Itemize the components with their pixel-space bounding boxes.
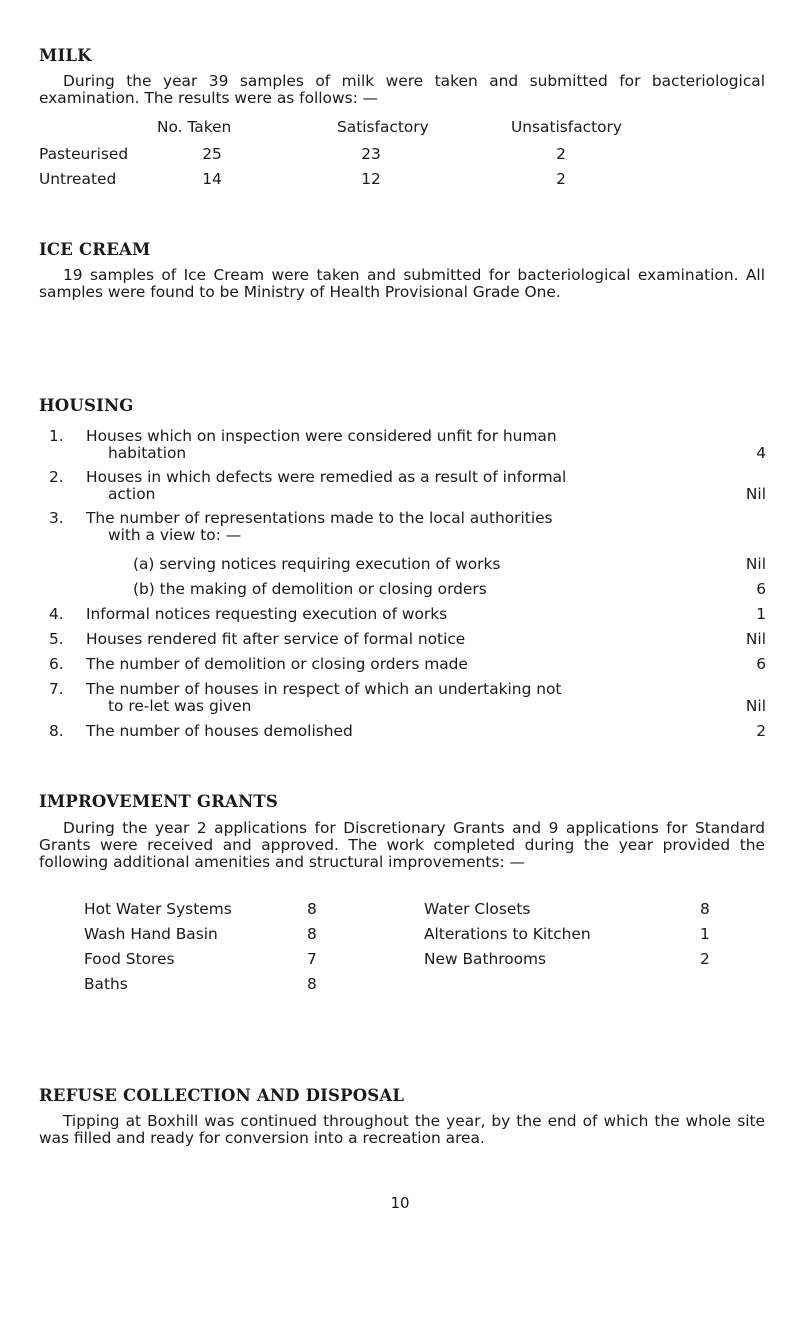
housing-item-2: 2. Houses in which defects were remedied as a result of informal action Nil xyxy=(49,468,766,503)
grant-left-4-value: 8 xyxy=(307,975,317,993)
grant-left-2-label: Wash Hand Basin xyxy=(84,925,218,943)
milk-intro xyxy=(39,73,765,107)
housing-item-8: 8. The number of houses demolished 2 xyxy=(49,722,766,740)
grant-right-3-value: 2 xyxy=(700,950,710,968)
row-untreated-taken: 14 xyxy=(202,170,222,188)
housing-item-4: 4. Informal notices requesting execution of works 1 xyxy=(49,605,766,623)
housing-subitem-b: (b) the making of demolition or closing orders 6 xyxy=(133,580,766,598)
refuse-paragraph xyxy=(39,1113,765,1147)
housing-heading: HOUSING xyxy=(39,396,134,415)
row-pasteurised-taken: 25 xyxy=(202,145,222,163)
grant-left-3-label: Food Stores xyxy=(84,950,175,968)
ice-cream-heading: ICE CREAM xyxy=(39,240,151,259)
grant-right-2-value: 1 xyxy=(700,925,710,943)
grants-heading: IMPROVEMENT GRANTS xyxy=(39,792,278,811)
milk-intro-text: During the year 39 samples of milk were taken and submitted for bacteriological examination. The results were as follows: — xyxy=(39,72,765,107)
row-pasteurised-unsatisfactory: 2 xyxy=(556,145,566,163)
grants-paragraph xyxy=(39,820,765,871)
grant-right-3-label: New Bathrooms xyxy=(424,950,547,968)
row-pasteurised-satisfactory: 23 xyxy=(361,145,381,163)
col-satisfactory: Satisfactory xyxy=(337,118,429,136)
grant-right-2-label: Alterations to Kitchen xyxy=(424,925,591,943)
grants-text: During the year 2 applications for Discretionary Grants and 9 applications for Standard Grants were received and approved. The work completed during the year provided the following additional amenities and structural improvements: — xyxy=(39,819,765,871)
housing-item-7: 7. The number of houses in respect of which an undertaking not to re-let was given Nil xyxy=(49,680,766,715)
grant-left-3-value: 7 xyxy=(307,950,317,968)
refuse-text: Tipping at Boxhill was continued throughout the year, by the end of which the whole site was filled and ready for conversion into a recreation area. xyxy=(39,1112,765,1147)
row-untreated-label: Untreated xyxy=(39,170,117,188)
housing-subitem-a: (a) serving notices requiring execution of works Nil xyxy=(133,555,766,573)
grant-right-1-label: Water Closets xyxy=(424,900,531,918)
grant-left-1-value: 8 xyxy=(307,900,317,918)
grant-left-2-value: 8 xyxy=(307,925,317,943)
page-number: 10 xyxy=(390,1194,410,1212)
housing-item-3: 3. The number of representations made to the local authorities with a view to: — xyxy=(49,509,553,544)
housing-item-6: 6. The number of demolition or closing orders made 6 xyxy=(49,655,766,673)
row-untreated-satisfactory: 12 xyxy=(361,170,381,188)
row-untreated-unsatisfactory: 2 xyxy=(556,170,566,188)
ice-cream-paragraph xyxy=(39,267,765,301)
col-no-taken: No. Taken xyxy=(157,118,232,136)
grant-left-4-label: Baths xyxy=(84,975,128,993)
col-unsatisfactory: Unsatisfactory xyxy=(511,118,622,136)
grant-left-1-label: Hot Water Systems xyxy=(84,900,232,918)
housing-item-1: 1. Houses which on inspection were considered unfit for human habitation 4 xyxy=(49,427,766,462)
ice-cream-text: 19 samples of Ice Cream were taken and submitted for bacteriological examination. All samples were found to be Ministry of Health Provisional Grade One. xyxy=(39,266,765,301)
refuse-heading: REFUSE COLLECTION AND DISPOSAL xyxy=(39,1086,405,1105)
housing-item-5: 5. Houses rendered fit after service of formal notice Nil xyxy=(49,630,766,648)
grant-right-1-value: 8 xyxy=(700,900,710,918)
row-pasteurised-label: Pasteurised xyxy=(39,145,129,163)
milk-heading: MILK xyxy=(39,46,92,65)
